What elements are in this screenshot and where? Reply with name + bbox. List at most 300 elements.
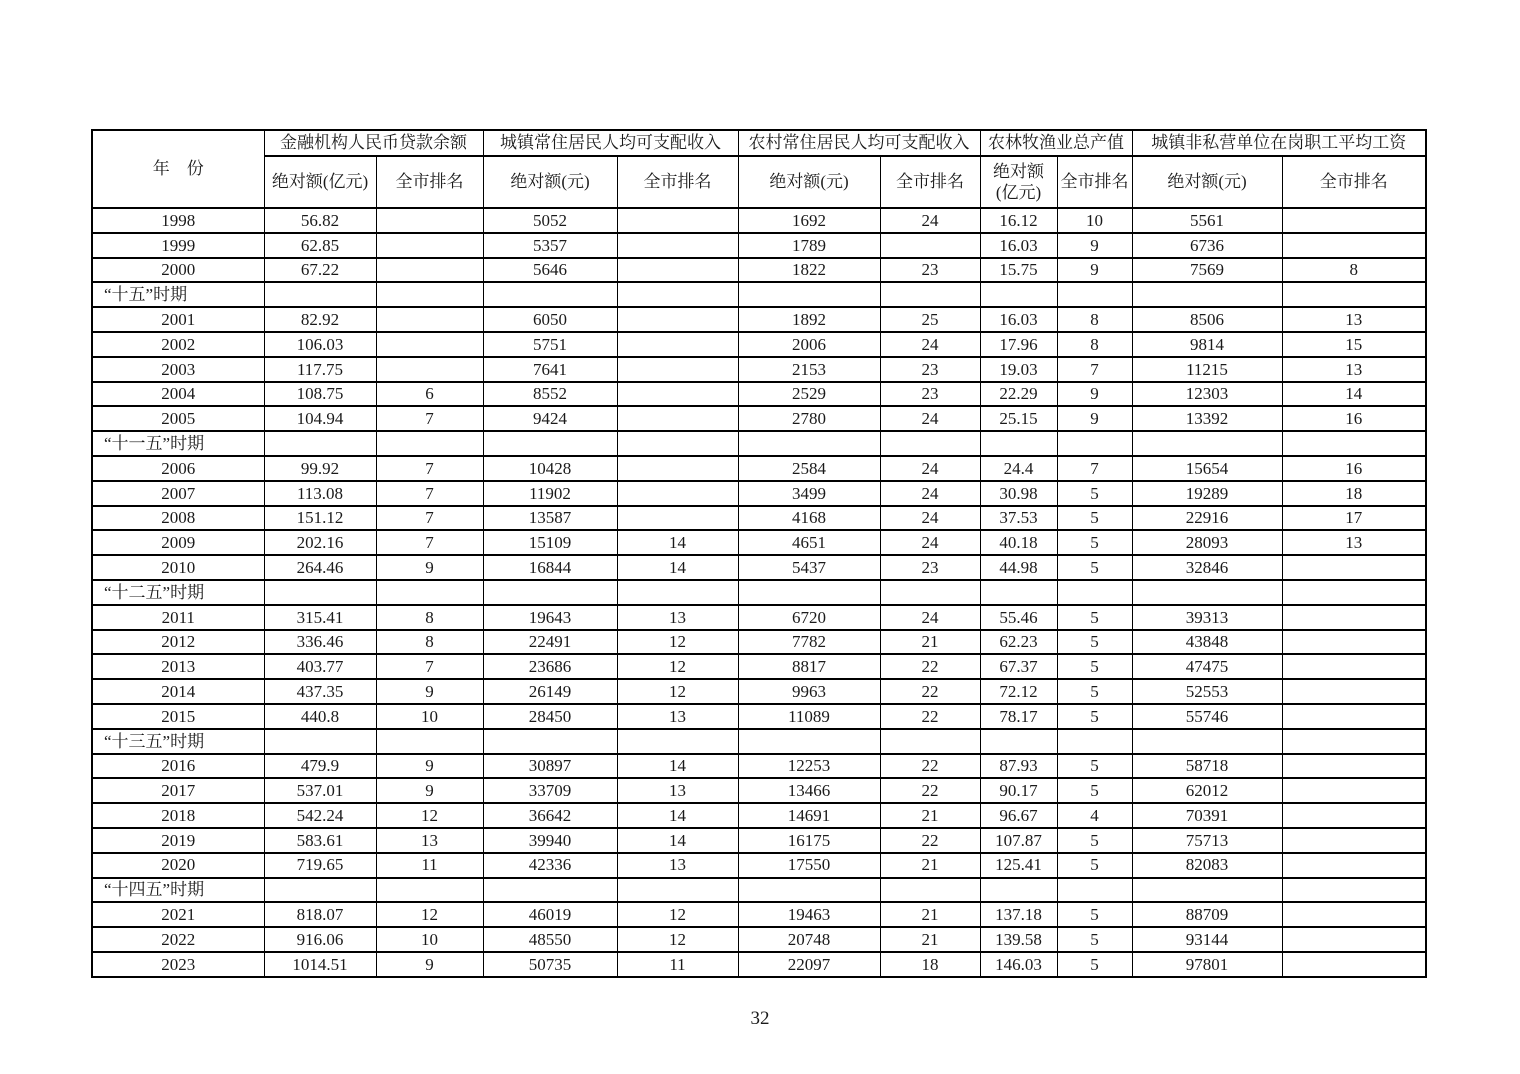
table-cell: 104.94 [264, 406, 376, 431]
table-cell [617, 481, 738, 506]
table-cell [980, 431, 1057, 456]
table-cell: 7 [376, 456, 483, 481]
subheader-loans-amount: 绝对额(亿元) [264, 156, 376, 208]
table-cell: 8 [1282, 258, 1426, 283]
table-cell: 2780 [738, 406, 880, 431]
table-cell: 5 [1057, 555, 1132, 580]
table-cell: 22.29 [980, 382, 1057, 407]
table-cell: 14 [617, 803, 738, 828]
table-row [92, 952, 1426, 977]
table-cell: 11902 [483, 481, 617, 506]
table-cell: 58718 [1132, 754, 1282, 779]
table-cell: 6720 [738, 605, 880, 630]
table-cell: 14 [617, 555, 738, 580]
table-cell: 117.75 [264, 357, 376, 382]
table-cell: 22 [880, 654, 980, 679]
table-cell: 36642 [483, 803, 617, 828]
table-cell: 5357 [483, 233, 617, 258]
table-cell: 5 [1057, 778, 1132, 803]
year-label: 2005 [92, 406, 264, 431]
period-row [92, 878, 1426, 903]
table-cell [738, 431, 880, 456]
table-cell: 78.17 [980, 704, 1057, 729]
table-cell: 70391 [1132, 803, 1282, 828]
table-cell: 4 [1057, 803, 1132, 828]
table-cell: 9 [1057, 382, 1132, 407]
period-row [92, 580, 1426, 605]
table-cell: 9814 [1132, 332, 1282, 357]
table-cell [880, 878, 980, 903]
table-cell: 21 [880, 853, 980, 878]
table-cell: 12 [617, 630, 738, 655]
table-cell: 72.12 [980, 679, 1057, 704]
table-cell [483, 729, 617, 754]
table-cell: 23 [880, 258, 980, 283]
table-cell: 7 [376, 506, 483, 531]
year-label: 1998 [92, 208, 264, 233]
table-cell: 13 [1282, 307, 1426, 332]
table-cell: 33709 [483, 778, 617, 803]
table-cell: 14 [1282, 382, 1426, 407]
table-cell: 10 [1057, 208, 1132, 233]
table-cell: 5052 [483, 208, 617, 233]
table-cell: 818.07 [264, 902, 376, 927]
table-cell: 12 [617, 654, 738, 679]
table-cell: 22491 [483, 630, 617, 655]
table-cell [1282, 729, 1426, 754]
table-cell [376, 332, 483, 357]
table-cell: 11 [617, 952, 738, 977]
table-cell [483, 580, 617, 605]
table-cell: 20748 [738, 927, 880, 952]
table-cell: 62012 [1132, 778, 1282, 803]
table-cell: 25 [880, 307, 980, 332]
table-row [92, 506, 1426, 531]
table-cell: 125.41 [980, 853, 1057, 878]
table-cell: 146.03 [980, 952, 1057, 977]
table-cell: 99.92 [264, 456, 376, 481]
table-cell: 583.61 [264, 828, 376, 853]
table-cell: 9 [376, 754, 483, 779]
period-label: “十三五”时期 [92, 729, 264, 754]
table-cell: 5561 [1132, 208, 1282, 233]
table-cell: 13 [617, 605, 738, 630]
table-cell: 82083 [1132, 853, 1282, 878]
table-cell: 9963 [738, 679, 880, 704]
year-label: 2023 [92, 952, 264, 977]
table-cell: 12 [376, 803, 483, 828]
table-cell: 15 [1282, 332, 1426, 357]
table-cell: 22 [880, 828, 980, 853]
table-cell: 13587 [483, 506, 617, 531]
table-cell [264, 580, 376, 605]
table-cell: 9 [1057, 258, 1132, 283]
table-cell: 5 [1057, 828, 1132, 853]
table-cell: 12303 [1132, 382, 1282, 407]
table-cell: 8506 [1132, 307, 1282, 332]
table-cell: 403.77 [264, 654, 376, 679]
table-cell [1057, 431, 1132, 456]
table-cell: 22 [880, 679, 980, 704]
subheader-agriculture-amount: 绝对额(亿元) [980, 156, 1057, 208]
table-cell: 24.4 [980, 456, 1057, 481]
table-cell [376, 233, 483, 258]
table-cell: 7 [1057, 456, 1132, 481]
table-cell: 12 [617, 679, 738, 704]
table-cell: 19289 [1132, 481, 1282, 506]
table-cell [738, 729, 880, 754]
table-cell: 7 [1057, 357, 1132, 382]
table-cell: 1822 [738, 258, 880, 283]
table-cell [617, 580, 738, 605]
table-cell: 108.75 [264, 382, 376, 407]
table-cell: 113.08 [264, 481, 376, 506]
table-cell [1282, 704, 1426, 729]
table-row [92, 605, 1426, 630]
header-sub-row [92, 156, 1426, 208]
table-cell: 10 [376, 704, 483, 729]
table-cell: 7 [376, 654, 483, 679]
table-row [92, 530, 1426, 555]
table-cell: 16175 [738, 828, 880, 853]
table-cell: 11 [376, 853, 483, 878]
table-cell: 37.53 [980, 506, 1057, 531]
table-cell: 22097 [738, 952, 880, 977]
table-cell: 23686 [483, 654, 617, 679]
table-cell: 336.46 [264, 630, 376, 655]
year-label: 2015 [92, 704, 264, 729]
table-cell [1132, 431, 1282, 456]
table-cell: 1789 [738, 233, 880, 258]
table-cell: 8 [376, 630, 483, 655]
table-cell: 15.75 [980, 258, 1057, 283]
table-row [92, 406, 1426, 431]
year-label: 2007 [92, 481, 264, 506]
table-cell [980, 282, 1057, 307]
table-row [92, 803, 1426, 828]
table-cell: 8 [376, 605, 483, 630]
table-row [92, 902, 1426, 927]
table-cell: 14 [617, 754, 738, 779]
table-cell [1282, 952, 1426, 977]
table-cell: 23 [880, 555, 980, 580]
table-cell: 7 [376, 530, 483, 555]
table-cell: 25.15 [980, 406, 1057, 431]
table-cell: 719.65 [264, 853, 376, 878]
page-number: 32 [750, 1008, 770, 1029]
table-cell: 82.92 [264, 307, 376, 332]
table-cell: 8 [1057, 332, 1132, 357]
year-label: 2010 [92, 555, 264, 580]
table-cell: 96.67 [980, 803, 1057, 828]
table-row [92, 555, 1426, 580]
table-cell: 12 [617, 902, 738, 927]
table-cell: 14691 [738, 803, 880, 828]
table-cell: 9 [376, 952, 483, 977]
table-cell: 30897 [483, 754, 617, 779]
table-cell: 17 [1282, 506, 1426, 531]
subheader-wage-amount: 绝对额(元) [1132, 156, 1282, 208]
table-cell: 22 [880, 704, 980, 729]
table-cell: 9 [1057, 406, 1132, 431]
table-cell [264, 729, 376, 754]
table-cell: 479.9 [264, 754, 376, 779]
table-row [92, 778, 1426, 803]
table-cell [1282, 654, 1426, 679]
table-cell: 14 [617, 828, 738, 853]
table-cell: 12253 [738, 754, 880, 779]
table-cell [1282, 902, 1426, 927]
table-cell: 19.03 [980, 357, 1057, 382]
table-cell: 16 [1282, 456, 1426, 481]
period-label: “十四五”时期 [92, 878, 264, 903]
table-cell: 5 [1057, 902, 1132, 927]
table-cell: 21 [880, 927, 980, 952]
table-cell [264, 282, 376, 307]
table-cell: 264.46 [264, 555, 376, 580]
table-cell: 7 [376, 481, 483, 506]
table-cell [880, 233, 980, 258]
table-cell: 24 [880, 481, 980, 506]
table-cell [1282, 580, 1426, 605]
table-row [92, 927, 1426, 952]
table-cell: 4651 [738, 530, 880, 555]
table-row [92, 258, 1426, 283]
table-cell: 10 [376, 927, 483, 952]
table-cell: 42336 [483, 853, 617, 878]
table-cell [880, 580, 980, 605]
table-row [92, 332, 1426, 357]
table-cell [738, 282, 880, 307]
table-cell: 5751 [483, 332, 617, 357]
table-cell: 24 [880, 506, 980, 531]
year-label: 1999 [92, 233, 264, 258]
table-cell: 107.87 [980, 828, 1057, 853]
table-row [92, 679, 1426, 704]
table-cell [1132, 282, 1282, 307]
year-label: 2001 [92, 307, 264, 332]
table-cell [376, 282, 483, 307]
table-cell: 93144 [1132, 927, 1282, 952]
year-label: 2018 [92, 803, 264, 828]
table-cell [738, 878, 880, 903]
table-cell: 15654 [1132, 456, 1282, 481]
table-cell [617, 208, 738, 233]
table-cell: 5 [1057, 654, 1132, 679]
table-cell: 18 [880, 952, 980, 977]
table-cell [1282, 927, 1426, 952]
table-cell: 7641 [483, 357, 617, 382]
table-cell: 62.85 [264, 233, 376, 258]
table-cell: 10428 [483, 456, 617, 481]
table-row [92, 307, 1426, 332]
table-cell [617, 282, 738, 307]
table-cell: 2006 [738, 332, 880, 357]
table-cell [376, 357, 483, 382]
table-cell: 1892 [738, 307, 880, 332]
table-cell: 4168 [738, 506, 880, 531]
subheader-urban-income-amount: 绝对额(元) [483, 156, 617, 208]
table-cell: 47475 [1132, 654, 1282, 679]
table-cell: 39313 [1132, 605, 1282, 630]
year-label: 2011 [92, 605, 264, 630]
table-cell: 14 [617, 530, 738, 555]
table-cell: 106.03 [264, 332, 376, 357]
table-cell [1282, 878, 1426, 903]
table-cell: 44.98 [980, 555, 1057, 580]
table-row [92, 704, 1426, 729]
table-cell [1057, 729, 1132, 754]
table-cell [1282, 605, 1426, 630]
table-cell [264, 431, 376, 456]
table-cell: 5 [1057, 679, 1132, 704]
table-cell: 88709 [1132, 902, 1282, 927]
year-label: 2012 [92, 630, 264, 655]
table-cell: 13 [617, 704, 738, 729]
table-cell: 1692 [738, 208, 880, 233]
table-cell [376, 258, 483, 283]
table-cell: 13 [617, 853, 738, 878]
table-cell: 137.18 [980, 902, 1057, 927]
table-cell: 30.98 [980, 481, 1057, 506]
subheader-rural-income-amount: 绝对额(元) [738, 156, 880, 208]
table-cell [264, 878, 376, 903]
table-cell: 11215 [1132, 357, 1282, 382]
table-cell: 1014.51 [264, 952, 376, 977]
table-cell: 6050 [483, 307, 617, 332]
table-cell [1282, 630, 1426, 655]
table-cell: 56.82 [264, 208, 376, 233]
table-cell: 12 [376, 902, 483, 927]
table-cell [376, 729, 483, 754]
table-cell: 13466 [738, 778, 880, 803]
table-cell [1282, 208, 1426, 233]
table-cell [880, 282, 980, 307]
table-cell: 6 [376, 382, 483, 407]
period-label: “十五”时期 [92, 282, 264, 307]
table-cell [483, 282, 617, 307]
table-cell: 17550 [738, 853, 880, 878]
table-cell: 21 [880, 630, 980, 655]
table-cell: 5 [1057, 530, 1132, 555]
table-cell: 13 [1282, 530, 1426, 555]
year-label: 2013 [92, 654, 264, 679]
table-row [92, 208, 1426, 233]
table-cell: 39940 [483, 828, 617, 853]
table-cell [738, 580, 880, 605]
table-cell: 21 [880, 803, 980, 828]
table-cell: 437.35 [264, 679, 376, 704]
table-cell: 48550 [483, 927, 617, 952]
table-cell: 2529 [738, 382, 880, 407]
table-cell [617, 729, 738, 754]
statistics-table [91, 129, 1427, 978]
table-cell: 5 [1057, 853, 1132, 878]
table-cell [1282, 828, 1426, 853]
table-cell: 16.03 [980, 233, 1057, 258]
table-cell: 440.8 [264, 704, 376, 729]
period-row [92, 729, 1426, 754]
header-group-average-wage: 城镇非私营单位在岗职工平均工资 [1132, 130, 1426, 156]
table-cell [1057, 282, 1132, 307]
year-label: 2017 [92, 778, 264, 803]
table-cell: 52553 [1132, 679, 1282, 704]
table-row [92, 233, 1426, 258]
table-cell: 916.06 [264, 927, 376, 952]
table-cell: 16844 [483, 555, 617, 580]
table-cell: 542.24 [264, 803, 376, 828]
table-cell: 5 [1057, 630, 1132, 655]
table-cell: 67.37 [980, 654, 1057, 679]
period-label: “十二五”时期 [92, 580, 264, 605]
year-label: 2016 [92, 754, 264, 779]
year-label: 2008 [92, 506, 264, 531]
header-year: 年 份 [92, 130, 264, 208]
table-cell: 6736 [1132, 233, 1282, 258]
table-cell: 21 [880, 902, 980, 927]
subheader-rural-income-rank: 全市排名 [880, 156, 980, 208]
table-cell: 23 [880, 382, 980, 407]
table-cell: 5 [1057, 481, 1132, 506]
header-group-rural-income: 农村常住居民人均可支配收入 [738, 130, 980, 156]
table-cell: 90.17 [980, 778, 1057, 803]
table-cell: 17.96 [980, 332, 1057, 357]
table-cell: 16.03 [980, 307, 1057, 332]
table-cell: 24 [880, 605, 980, 630]
table-cell: 18 [1282, 481, 1426, 506]
table-cell [617, 431, 738, 456]
table-cell: 2584 [738, 456, 880, 481]
table-cell: 55746 [1132, 704, 1282, 729]
table-cell [617, 357, 738, 382]
table-cell [617, 258, 738, 283]
table-cell: 22 [880, 778, 980, 803]
header-group-agriculture-output: 农林牧渔业总产值 [980, 130, 1132, 156]
table-cell [617, 307, 738, 332]
table-cell: 8552 [483, 382, 617, 407]
table-cell: 9 [376, 555, 483, 580]
table-cell: 32846 [1132, 555, 1282, 580]
table-cell [1282, 282, 1426, 307]
table-cell: 67.22 [264, 258, 376, 283]
table-cell: 26149 [483, 679, 617, 704]
header-group-row [92, 130, 1426, 156]
table-cell [483, 878, 617, 903]
table-body [92, 208, 1426, 977]
table-cell: 202.16 [264, 530, 376, 555]
year-label: 2014 [92, 679, 264, 704]
table-cell: 16.12 [980, 208, 1057, 233]
table-cell: 5 [1057, 952, 1132, 977]
subheader-urban-income-rank: 全市排名 [617, 156, 738, 208]
table-cell: 13 [1282, 357, 1426, 382]
table-cell [376, 431, 483, 456]
year-label: 2003 [92, 357, 264, 382]
table-cell [376, 878, 483, 903]
table-cell [880, 729, 980, 754]
table-cell: 8 [1057, 307, 1132, 332]
table-cell: 5 [1057, 506, 1132, 531]
header-group-urban-income: 城镇常住居民人均可支配收入 [483, 130, 738, 156]
table-cell: 16 [1282, 406, 1426, 431]
table-cell [617, 406, 738, 431]
year-label: 2009 [92, 530, 264, 555]
table-cell: 28093 [1132, 530, 1282, 555]
table-cell: 13 [376, 828, 483, 853]
table-cell [1132, 878, 1282, 903]
table-cell: 2153 [738, 357, 880, 382]
table-cell [880, 431, 980, 456]
